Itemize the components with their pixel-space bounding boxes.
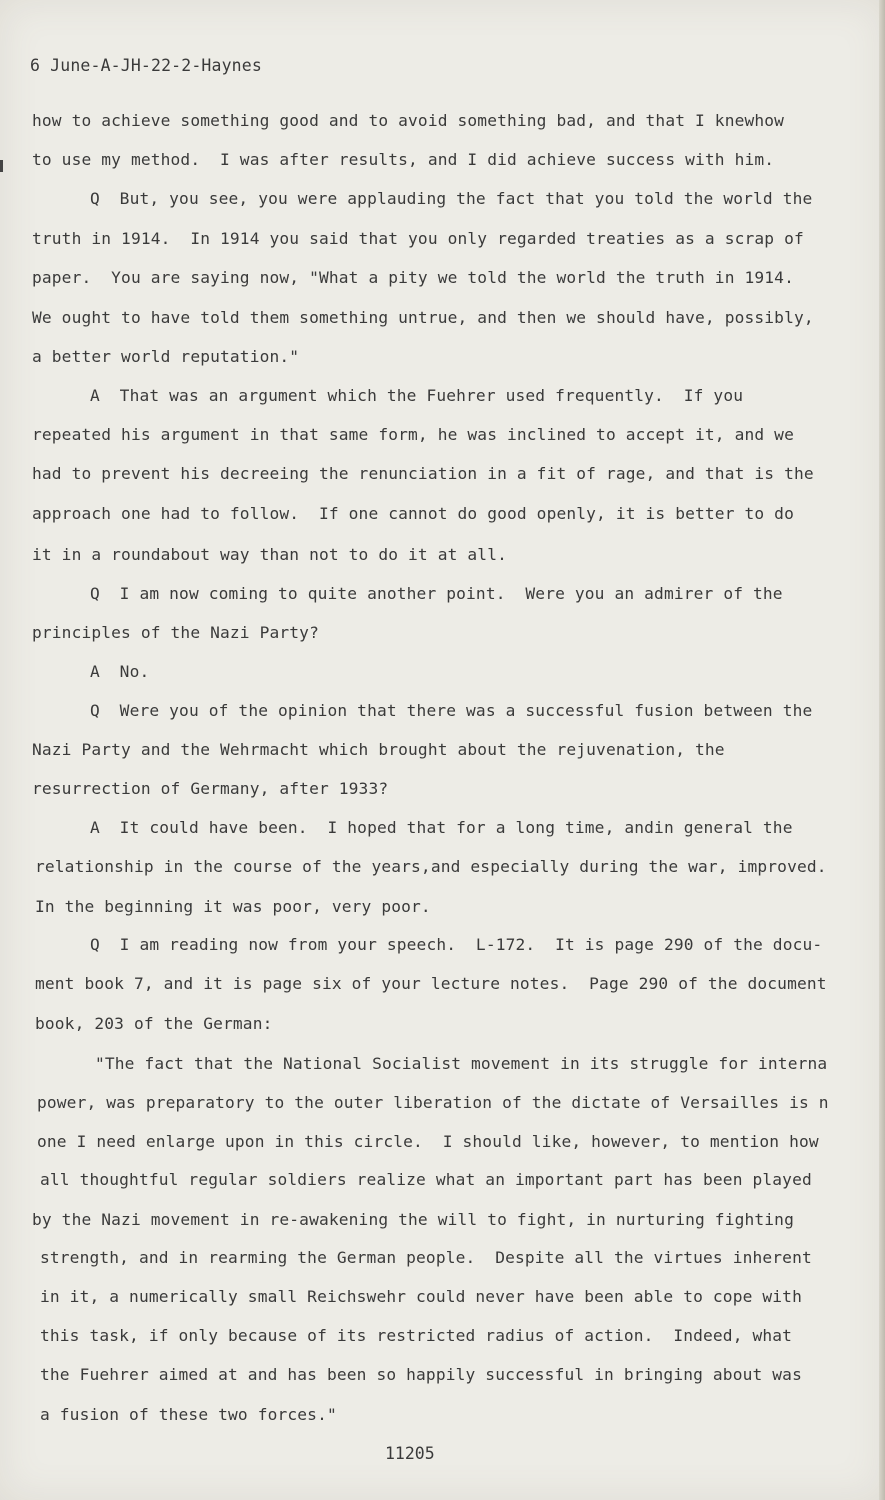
text-line-30: strength, and in rearming the German people. Despite all the virtues inherent [40,1248,812,1267]
page-header: 6 June-A-JH-22-2-Haynes [30,56,262,75]
text-line-9: repeated his argument in that same form, he was inclined to accept it, and we [32,425,794,444]
text-line-22: Q I am reading now from your speech. L-172. It is page 290 of the docu- [90,935,823,954]
text-line-7: a better world reputation." [32,347,300,366]
text-line-6: We ought to have told them something untrue, and then we should have, possibly, [32,308,814,327]
text-line-17: Nazi Party and the Wehrmacht which brought about the rejuvenation, the [32,740,725,759]
margin-mark [0,160,3,172]
text-line-10: had to prevent his decreeing the renunciation in a fit of rage, and that is the [32,464,814,483]
text-line-5: paper. You are saying now, "What a pity we told the world the truth in 1914. [32,268,794,287]
text-line-19: A It could have been. I hoped that for a long time, andin general the [90,818,793,837]
text-line-15: A No. [90,662,150,681]
page-number: 11205 [385,1444,435,1463]
text-line-3: Q But, you see, you were applauding the fact that you told the world the [90,189,813,208]
text-line-12: it in a roundabout way than not to do it at all. [32,545,507,564]
text-line-14: principles of the Nazi Party? [32,623,319,642]
text-line-29: by the Nazi movement in re-awakening the will to fight, in nurturing fighting [32,1210,794,1229]
text-line-18: resurrection of Germany, after 1933? [32,779,389,798]
text-line-16: Q Were you of the opinion that there was a successful fusion between the [90,701,813,720]
text-line-25: "The fact that the National Socialist movement in its struggle for interna [95,1054,828,1073]
text-line-11: approach one had to follow. If one cannot do good openly, it is better to do [32,504,794,523]
text-line-23: ment book 7, and it is page six of your lecture notes. Page 290 of the document [35,974,827,993]
text-line-33: the Fuehrer aimed at and has been so happily successful in bringing about was [40,1365,802,1384]
text-line-8: A That was an argument which the Fuehrer used frequently. If you [90,386,744,405]
text-line-26: power, was preparatory to the outer liberation of the dictate of Versailles is n [37,1093,829,1112]
text-line-1: how to achieve something good and to avoid something bad, and that I knewhow [32,111,785,130]
text-line-31: in it, a numerically small Reichswehr could never have been able to cope with [40,1287,802,1306]
text-line-13: Q I am now coming to quite another point. Were you an admirer of the [90,584,783,603]
text-line-20: relationship in the course of the years,and especially during the war, improved. [35,857,827,876]
text-line-28: all thoughtful regular soldiers realize what an important part has been played [40,1170,812,1189]
text-line-21: In the beginning it was poor, very poor. [35,897,431,916]
text-line-27: one I need enlarge upon in this circle. I should like, however, to mention how [37,1132,819,1151]
text-line-24: book, 203 of the German: [35,1014,273,1033]
text-line-2: to use my method. I was after results, and I did achieve success with him. [32,150,775,169]
text-line-34: a fusion of these two forces." [40,1405,337,1424]
text-line-4: truth in 1914. In 1914 you said that you only regarded treaties as a scrap of [32,229,804,248]
text-line-32: this task, if only because of its restricted radius of action. Indeed, what [40,1326,793,1345]
page-edge-shadow [879,0,885,1500]
